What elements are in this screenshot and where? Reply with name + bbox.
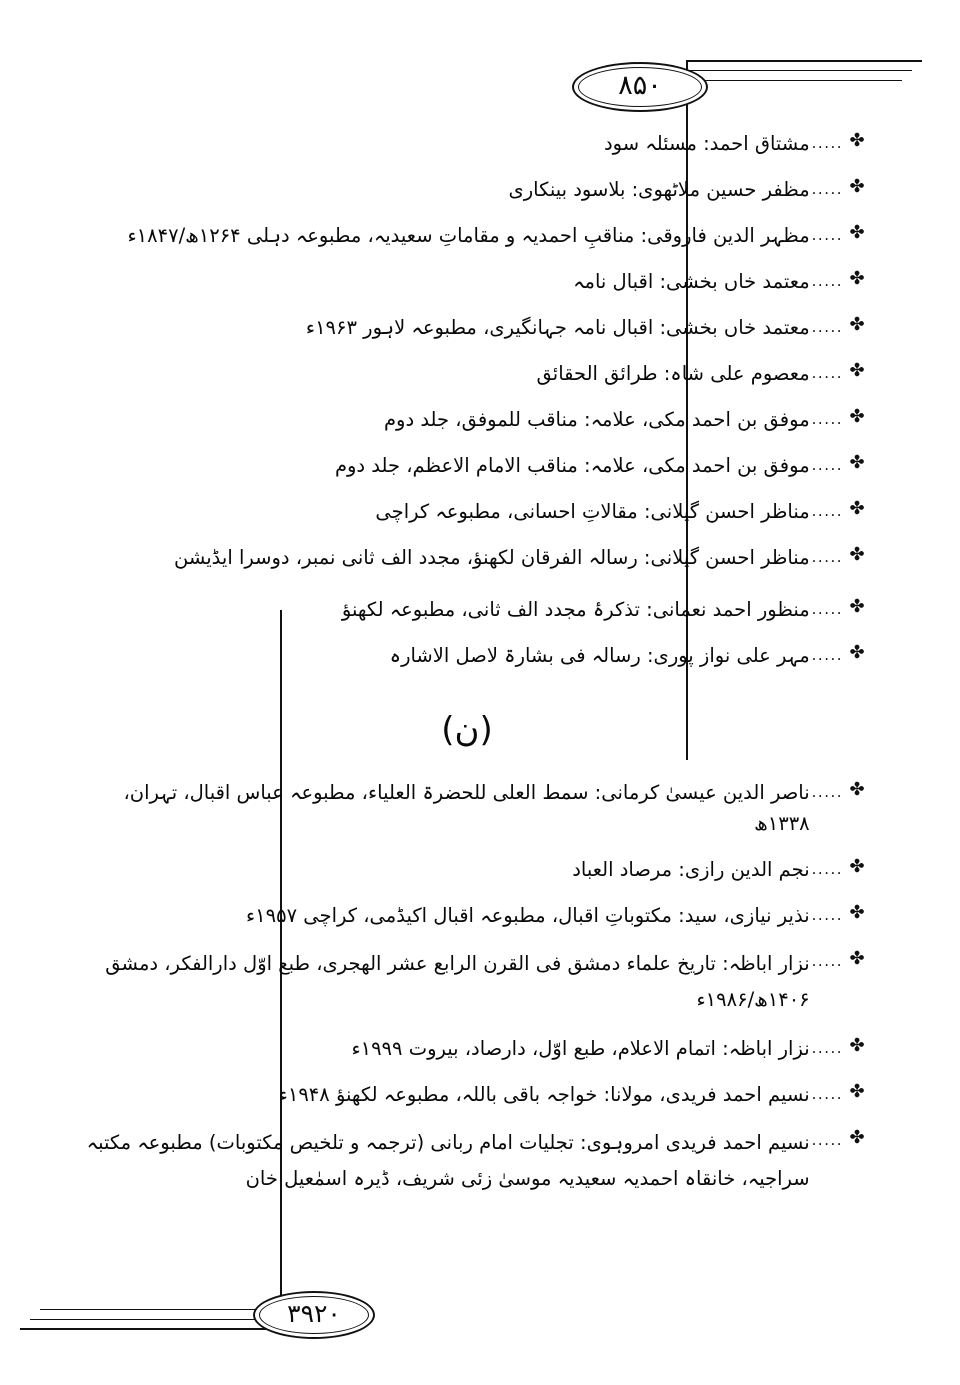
entry-text: مناظر احسن گیلانی: مقالاتِ احسانی، مطبوعہ کراچی xyxy=(375,500,810,523)
list-item xyxy=(66,220,868,251)
leader-dots: ..... xyxy=(811,548,843,566)
flower-bullet-icon: ✤ xyxy=(849,176,865,197)
entry-text: ناصر الدین عیسیٰ کرمانی: سمط العلی للحضرۃ العلیاء، مطبوعہ عباس اقبال، تہران، ۱۳۳۸ھ xyxy=(123,781,810,835)
leader-dots: ..... xyxy=(811,318,843,336)
flower-bullet-icon: ✤ xyxy=(849,902,865,923)
flower-bullet-icon: ✤ xyxy=(849,1127,865,1148)
list-item xyxy=(66,594,868,625)
leader-dots: ..... xyxy=(811,600,843,618)
page-number-bottom: ۳۹۲۰ xyxy=(253,1291,375,1339)
flower-bullet-icon: ✤ xyxy=(849,498,865,519)
entry-text: معتمد خاں بخشی: اقبال نامہ جہانگیری، مطبوعہ لاہور ۱۹۶۳ء xyxy=(305,316,810,339)
list-item xyxy=(66,542,868,573)
leader-dots: ..... xyxy=(811,134,843,152)
flower-bullet-icon: ✤ xyxy=(849,314,865,335)
entry-text: نسیم احمد فریدی امروہوی: تجلیات امام ربانی (ترجمہ و تلخیص مکتوبات) مطبوعہ مکتبہ سراجیہ، خانقاہ احمدیہ سعیدیہ موسیٰ زئی شریف، ڈیرہ اسمٰعیل خان xyxy=(86,1131,810,1190)
leader-dots: ..... xyxy=(811,783,843,801)
list-item xyxy=(66,404,868,435)
entry-text: معصوم علی شاہ: طرائق الحقائق xyxy=(536,362,810,385)
entry-text: مناظر احسن گیلانی: رسالہ الفرقان لکھنؤ، مجدد الف ثانی نمبر، دوسرا ایڈیشن xyxy=(174,546,810,569)
leader-dots: ..... xyxy=(811,364,843,382)
flower-bullet-icon: ✤ xyxy=(849,948,865,969)
flower-bullet-icon: ✤ xyxy=(849,596,865,617)
page-number-top: ۸۵۰ xyxy=(572,62,708,112)
flower-bullet-icon: ✤ xyxy=(849,779,865,800)
leader-dots: ..... xyxy=(811,456,843,474)
entry-text: معتمد خاں بخشی: اقبال نامہ xyxy=(573,270,810,293)
entry-text: نسیم احمد فریدی، مولانا: خواجہ باقی باللہ، مطبوعہ لکھنؤ ۱۹۴۸ء xyxy=(278,1083,810,1106)
leader-dots: ..... xyxy=(811,1085,843,1103)
leader-dots: ..... xyxy=(811,272,843,290)
list-item xyxy=(66,1079,868,1110)
list-item xyxy=(66,777,868,839)
entry-text: مہر علی نواز پوری: رسالہ فی بشارۃ لاصل الاشارہ xyxy=(389,644,810,667)
flower-bullet-icon: ✤ xyxy=(849,452,865,473)
list-item xyxy=(66,266,868,297)
leader-dots: ..... xyxy=(811,180,843,198)
flower-bullet-icon: ✤ xyxy=(849,268,865,289)
leader-dots: ..... xyxy=(811,1039,843,1057)
entry-text: موفق بن احمد مکی، علامہ: مناقب الامام الاعظم، جلد دوم xyxy=(334,454,810,477)
leader-dots: ..... xyxy=(811,502,843,520)
entry-text: موفق بن احمد مکی، علامہ: مناقب للموفق، جلد دوم xyxy=(383,408,810,431)
entry-text: نزار اباظہ: اتمام الاعلام، طبع اوّل، دارصاد، بیروت ۱۹۹۹ء xyxy=(351,1037,810,1060)
list-item xyxy=(66,1033,868,1064)
flower-bullet-icon: ✤ xyxy=(849,1081,865,1102)
list-item xyxy=(66,854,868,885)
list-item xyxy=(66,128,868,159)
list-item xyxy=(66,450,868,481)
list-item xyxy=(66,496,868,527)
leader-dots: ..... xyxy=(811,860,843,878)
flower-bullet-icon: ✤ xyxy=(849,222,865,243)
entry-text: نذیر نیازی، سید: مکتوباتِ اقبال، مطبوعہ اقبال اکیڈمی، کراچی ۱۹۵۷ء xyxy=(245,904,810,927)
flower-bullet-icon: ✤ xyxy=(849,406,865,427)
list-item xyxy=(66,174,868,205)
list-item xyxy=(66,900,868,931)
flower-bullet-icon: ✤ xyxy=(849,856,865,877)
section-heading-noon: (ن) xyxy=(441,710,493,750)
leader-dots: ..... xyxy=(811,1131,843,1149)
list-item xyxy=(66,312,868,343)
bibliography-section xyxy=(66,777,868,1197)
list-item xyxy=(66,946,868,1018)
bibliography-list xyxy=(66,128,868,1212)
leader-dots: ..... xyxy=(811,226,843,244)
list-item xyxy=(66,1125,868,1197)
flower-bullet-icon: ✤ xyxy=(849,642,865,663)
bibliography-section xyxy=(66,128,868,671)
entry-text: مظفر حسین ملاٹھوی: بلاسود بینکاری xyxy=(508,178,810,201)
flower-bullet-icon: ✤ xyxy=(849,130,865,151)
entry-text: مظہر الدین فاروقی: مناقبِ احمدیہ و مقاماتِ سعیدیہ، مطبوعہ دہلی ۱۲۶۴ھ/۱۸۴۷ء xyxy=(127,224,810,247)
flower-bullet-icon: ✤ xyxy=(849,1035,865,1056)
leader-dots: ..... xyxy=(811,906,843,924)
leader-dots: ..... xyxy=(811,952,843,970)
leader-dots: ..... xyxy=(811,646,843,664)
list-item xyxy=(66,358,868,389)
entry-text: منظور احمد نعمانی: تذکرۂ مجدد الف ثانی، مطبوعہ لکھنؤ xyxy=(341,598,810,621)
flower-bullet-icon: ✤ xyxy=(849,544,865,565)
leader-dots: ..... xyxy=(811,410,843,428)
flower-bullet-icon: ✤ xyxy=(849,360,865,381)
entry-text: نجم الدین رازی: مرصاد العباد xyxy=(572,858,810,881)
entry-text: مشتاق احمد: مسئلہ سود xyxy=(604,132,810,155)
entry-text: نزار اباظہ: تاریخ علماء دمشق فی القرن الرابع عشر الھجری، طبع اوّل دارالفکر، دمشق ۱۴۰۶ھ/۱۹۸۶ء xyxy=(105,952,810,1011)
list-item xyxy=(66,640,868,671)
